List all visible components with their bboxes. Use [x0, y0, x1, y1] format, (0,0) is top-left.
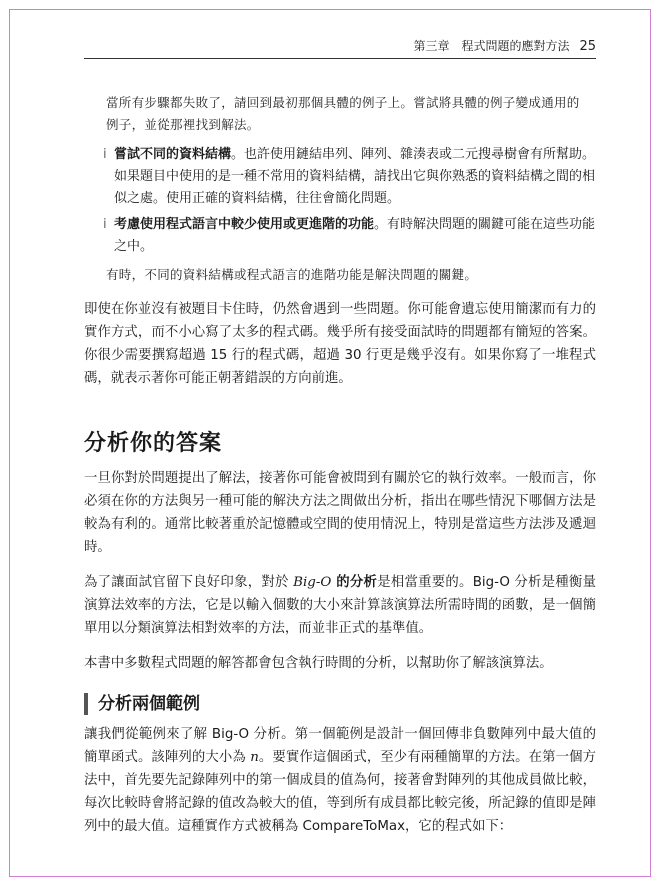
paragraph-book: 本書中多數程式問題的解答都會包含執行時間的分析，以幫助你了解該演算法。 — [84, 656, 553, 671]
page-content — [84, 92, 596, 838]
bullet-item — [84, 214, 596, 258]
paragraph-stuck: 即使在你並沒有被題目卡住時，仍然會遇到一些問題。你可能會遺忘使用簡潔而有力的實作方式，而不小心寫了太多的程式碼。幾乎所有接受面試時的問題都有簡短的答案。你很少需要撰寫超過 15 行的程式碼，超過 30 行更是幾乎沒有。如果你寫了一堆程式碼，就表示著你可能正朝著錯誤的方向前進。 — [84, 302, 596, 386]
text-run: 是相當重要的。Big-O 分析是種衡量演算法效率的方法，它是以輸入個數的大小來計算該演算法所需時間的函數，是一個簡單用以分類演算法相對效率的方法，而並非正式的基準值。 — [84, 575, 596, 636]
page-number: 25 — [579, 39, 596, 54]
subsection-heading: 分析兩個範例 — [84, 693, 596, 715]
bullet-text: 。也許使用鏈結串列、陣列、雜湊表或二元搜尋樹會有所幫助。如果題目中使用的是一種不常用的資料結構，請找出它與你熟悉的資料結構之間的相似之處。使用正確的資料結構，往往會簡化問題。 — [114, 147, 596, 206]
chapter-title: 第三章 程式問題的應對方法 — [413, 39, 570, 53]
tip-intro: 當所有步驟都失敗了，請回到最初那個具體的例子上。嘗試將具體的例子變成通用的例子，並從那裡找到解法。 — [106, 95, 580, 132]
text-run: 。要實作這個函式，至少有兩種簡單的方法。在第一個方法中，首先要先記錄陣列中的第一個成員的值為何，接著會對陣列的其他成員做比較，每次比較時會將記錄的值改為較大的值，等到所有成員都比較完後，所記錄的值即是陣列中的最大值。這種實作方式被稱為 CompareToMax，它的程式如下： — [84, 750, 596, 834]
paragraph-analyze: 一旦你對於問題提出了解法，接著你可能會被問到有關於它的執行效率。一般而言，你必須在你的方法與另一種可能的解決方法之間做出分析，指出在哪些情況下哪個方法是較為有利的。通常比較著重於記憶體或空間的使用情況上，特別是當這些方法涉及遞迴時。 — [84, 471, 596, 555]
paragraph-bigo — [84, 571, 596, 640]
bold-run: 的分析 — [331, 575, 378, 590]
bullet-heading: 考慮使用程式語言中較少使用或更進階的功能 — [114, 217, 375, 232]
bullet-item — [84, 144, 596, 210]
variable-n: n — [250, 750, 259, 765]
bullet-heading: 嘗試不同的資料結構 — [114, 147, 232, 162]
bullet-text: 。有時解決問題的關鍵可能在這些功能之中。 — [114, 217, 596, 254]
bullet-marker-icon: i — [103, 217, 107, 232]
running-header — [84, 36, 596, 59]
text-run: 為了讓面試官留下良好印象，對於 — [84, 575, 294, 590]
text-run: 讓我們從範例來了解 Big-O 分析。第一個範例是設計一個回傳非負數陣列中最大值的簡單函式。該陣列的大小為 — [84, 727, 596, 765]
bullet-marker-icon: i — [103, 147, 107, 162]
tip-outro: 有時，不同的資料結構或程式語言的進階功能是解決問題的關鍵。 — [106, 267, 478, 282]
section-heading: 分析你的答案 — [84, 431, 223, 456]
bigo-term: Big-O — [293, 575, 332, 590]
paragraph-examples — [84, 723, 596, 838]
